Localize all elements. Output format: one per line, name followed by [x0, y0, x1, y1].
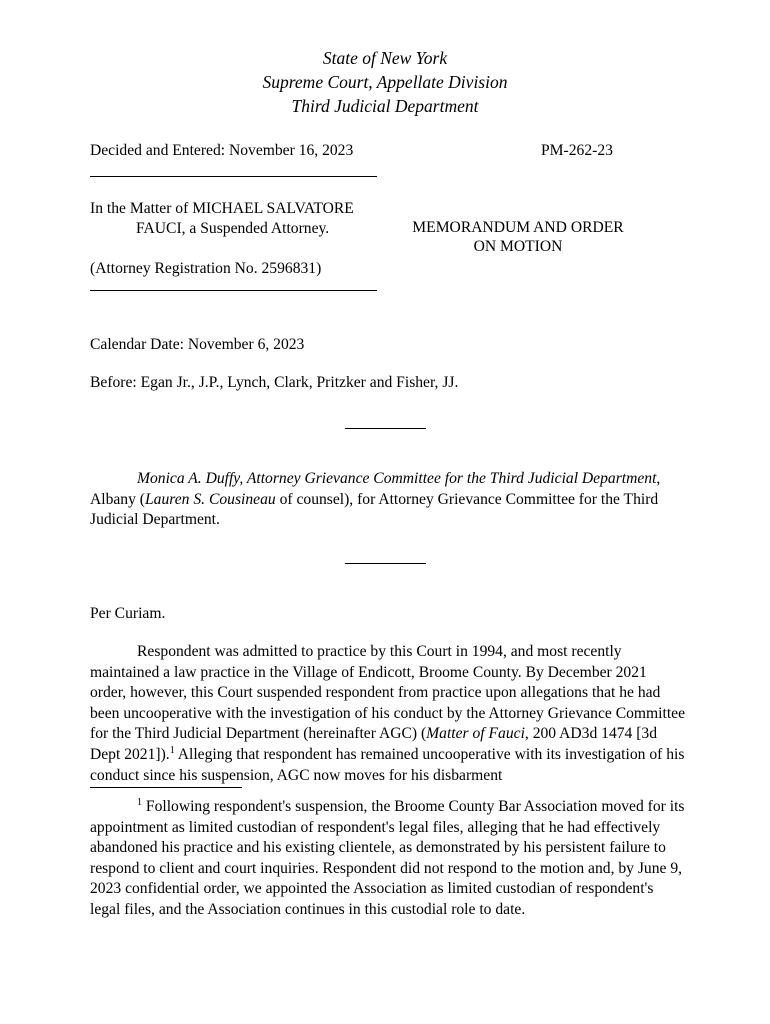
- caption-line-2: FAUCI, a Suspended Attorney.: [136, 220, 330, 237]
- opinion-text-3: Alleging that respondent has remained uncooperative with its investigation of his conduct since his suspension, AGC now moves for his disbarment: [90, 745, 685, 784]
- memorandum-title: [400, 218, 636, 256]
- counsel-name-1: Monica A. Duffy, Attorney Grievance Committee for the Third Judicial Department: [137, 470, 657, 487]
- case-citation: Matter of Fauci: [426, 725, 525, 743]
- opinion-text-2: , 200 AD3d 1474 [3d Dept 2021]).: [90, 725, 658, 763]
- decided-entered: Decided and Entered: November 16, 2023: [90, 142, 354, 159]
- footnote: [90, 797, 686, 921]
- before-panel: Before: Egan Jr., J.P., Lynch, Clark, Pritzker and Fisher, JJ.: [90, 374, 459, 391]
- caption-line-1: In the Matter of MICHAEL SALVATORE: [90, 200, 354, 217]
- memorandum-line-2: ON MOTION: [473, 238, 563, 255]
- opinion-text-1: Respondent was admitted to practice by this Court in 1994, and most recently maintained a law practice in the Village of Endicott, Broome County. By December 2021 order, however, this Court suspended respondent from practice upon allegations that he had been uncooperative with the investigation of his conduct by the Attorney Grievance Committee for the Third Judicial Department (hereinafter AGC) (: [90, 643, 685, 743]
- footnote-number: 1: [137, 796, 142, 808]
- separator-rule-1: [345, 428, 426, 429]
- memorandum-line-1: MEMORANDUM AND ORDER: [412, 219, 624, 236]
- counsel-paragraph: [90, 469, 686, 531]
- counsel-text-2: of counsel), for Attorney Grievance Committee for the Third Judicial Department.: [90, 490, 659, 529]
- separator-rule-2: [345, 563, 426, 564]
- court-state: State of New York: [322, 48, 448, 68]
- counsel-name-2: Lauren S. Cousineau: [145, 490, 276, 508]
- caption-top-rule: [90, 176, 377, 177]
- footnote-rule: [90, 787, 242, 788]
- counsel-text-1: , Albany (: [90, 470, 661, 508]
- caption-bottom-rule: [90, 290, 377, 291]
- court-division: Supreme Court, Appellate Division: [262, 72, 508, 92]
- per-curiam: Per Curiam.: [90, 605, 166, 622]
- footnote-text: Following respondent's suspension, the Broome County Bar Association moved for its appointment as limited custodian of respondent's legal files, alleging that he had effectively abandoned his practice and his existing clientele, as demonstrated by his persistent failure to respond to client and court inquiries. Respondent did not respond to the motion and, by June 9, 2023 confidential order, we appointed the Association as limited custodian of respondent's legal files, and the Association continues in this custodial role to date.: [90, 798, 685, 918]
- footnote-reference[interactable]: 1: [169, 744, 175, 756]
- docket-number: PM-262-23: [541, 142, 613, 159]
- opinion-body: [90, 642, 686, 786]
- court-department: Third Judicial Department: [291, 96, 479, 116]
- attorney-registration: (Attorney Registration No. 2596831): [90, 260, 322, 277]
- calendar-date: Calendar Date: November 6, 2023: [90, 336, 305, 353]
